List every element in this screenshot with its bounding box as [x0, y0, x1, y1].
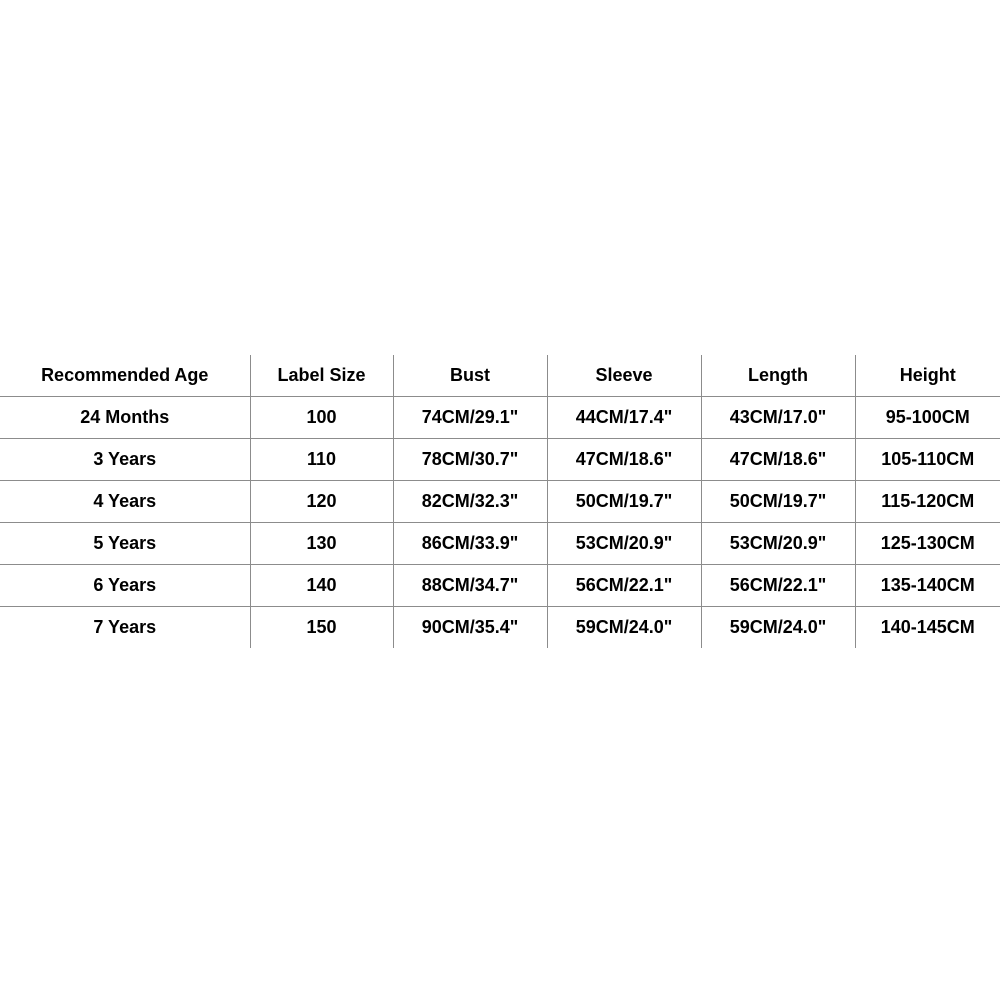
cell-recommended-age: 6 Years — [0, 565, 250, 607]
table-row — [0, 523, 1000, 565]
header-sleeve: Sleeve — [547, 355, 701, 397]
cell-height: 115-120CM — [855, 481, 1000, 523]
cell-bust: 90CM/35.4" — [393, 607, 547, 649]
cell-bust: 86CM/33.9" — [393, 523, 547, 565]
cell-bust: 82CM/32.3" — [393, 481, 547, 523]
header-bust: Bust — [393, 355, 547, 397]
cell-height: 125-130CM — [855, 523, 1000, 565]
cell-height: 105-110CM — [855, 439, 1000, 481]
table-row — [0, 439, 1000, 481]
cell-length: 56CM/22.1" — [701, 565, 855, 607]
cell-bust: 78CM/30.7" — [393, 439, 547, 481]
cell-label-size: 130 — [250, 523, 393, 565]
cell-length: 59CM/24.0" — [701, 607, 855, 649]
cell-sleeve: 59CM/24.0" — [547, 607, 701, 649]
cell-sleeve: 50CM/19.7" — [547, 481, 701, 523]
header-length: Length — [701, 355, 855, 397]
table-row — [0, 607, 1000, 649]
cell-label-size: 110 — [250, 439, 393, 481]
cell-length: 43CM/17.0" — [701, 397, 855, 439]
cell-bust: 74CM/29.1" — [393, 397, 547, 439]
table-header-row — [0, 355, 1000, 397]
cell-bust: 88CM/34.7" — [393, 565, 547, 607]
cell-height: 140-145CM — [855, 607, 1000, 649]
header-label-size: Label Size — [250, 355, 393, 397]
cell-length: 47CM/18.6" — [701, 439, 855, 481]
cell-recommended-age: 4 Years — [0, 481, 250, 523]
cell-label-size: 140 — [250, 565, 393, 607]
cell-label-size: 120 — [250, 481, 393, 523]
cell-height: 95-100CM — [855, 397, 1000, 439]
cell-sleeve: 56CM/22.1" — [547, 565, 701, 607]
cell-recommended-age: 3 Years — [0, 439, 250, 481]
cell-sleeve: 44CM/17.4" — [547, 397, 701, 439]
cell-length: 53CM/20.9" — [701, 523, 855, 565]
cell-label-size: 150 — [250, 607, 393, 649]
cell-label-size: 100 — [250, 397, 393, 439]
cell-recommended-age: 24 Months — [0, 397, 250, 439]
cell-recommended-age: 7 Years — [93, 617, 157, 637]
cell-sleeve: 47CM/18.6" — [547, 439, 701, 481]
cell-sleeve: 53CM/20.9" — [547, 523, 701, 565]
cell-length: 50CM/19.7" — [701, 481, 855, 523]
header-recommended-age: Recommended Age — [0, 355, 250, 397]
size-chart-table — [0, 355, 1000, 648]
header-height: Height — [855, 355, 1000, 397]
table-row — [0, 397, 1000, 439]
table-row — [0, 565, 1000, 607]
cell-recommended-age: 5 Years — [0, 523, 250, 565]
table-row — [0, 481, 1000, 523]
cell-height: 135-140CM — [855, 565, 1000, 607]
